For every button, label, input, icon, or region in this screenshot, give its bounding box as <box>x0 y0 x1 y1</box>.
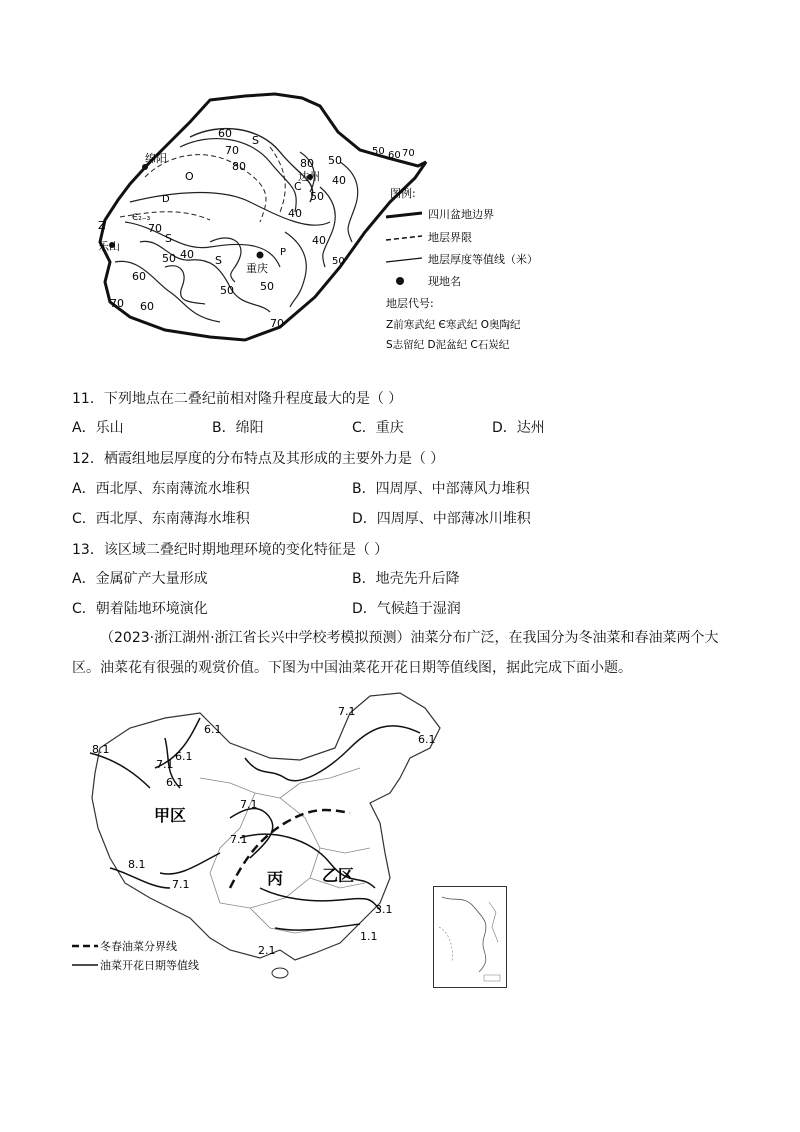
city-label: 达州 <box>298 170 320 183</box>
q11-option-a[interactable]: A．乐山 <box>72 420 124 436</box>
contour-value: 70 <box>225 144 239 157</box>
contour-value: 60 <box>140 300 154 313</box>
question-12-stem: 12．栖霞组地层厚度的分布特点及其形成的主要外力是（ ） <box>72 451 445 467</box>
strata-code: O <box>185 170 194 183</box>
contour-value: 50 <box>332 256 345 267</box>
contour-value: 40 <box>288 207 302 220</box>
isoline-value: 6.1 <box>418 733 436 746</box>
legend-item: 地层厚度等值线（米） <box>428 253 538 266</box>
isoline-value: 7.1 <box>338 705 356 718</box>
isoline-value: 8.1 <box>128 858 146 871</box>
isoline-value: 3.1 <box>375 903 393 916</box>
contour-value: 70 <box>148 222 162 235</box>
isoline-value: 7.1 <box>230 833 248 846</box>
legend-title: 图例: <box>390 187 416 200</box>
legend-item: 冬春油菜分界线 <box>100 940 177 953</box>
q11-option-d[interactable]: D．达州 <box>492 420 545 436</box>
strata-code: Є₂₋₃ <box>132 213 151 223</box>
strata-code: D <box>162 194 170 205</box>
city-label: 重庆 <box>246 262 268 275</box>
q11-option-c[interactable]: C．重庆 <box>352 420 404 436</box>
isoline-value: 6.1 <box>204 723 222 736</box>
legend-item: 地层界限 <box>428 231 472 244</box>
isoline-value: 2.1 <box>258 944 276 957</box>
south-china-sea-inset <box>433 886 507 988</box>
q13-option-c[interactable]: C．朝着陆地环境演化 <box>72 601 208 617</box>
q13-option-b[interactable]: B．地壳先升后降 <box>352 571 460 587</box>
legend-item: 油菜开花日期等值线 <box>100 959 199 972</box>
q13-option-d[interactable]: D．气候趋于湿润 <box>352 601 461 617</box>
strata-code: S <box>252 134 259 147</box>
strata-code: S <box>165 232 172 245</box>
contour-value: 40 <box>312 234 326 247</box>
q12-option-c[interactable]: C．西北厚、东南薄海水堆积 <box>72 511 250 527</box>
strata-code: S <box>215 254 222 267</box>
q12-option-b[interactable]: B．四周厚、中部薄风力堆积 <box>352 481 530 497</box>
strata-code: C <box>294 180 302 193</box>
strata-code: P <box>280 247 287 258</box>
contour-value: 80 <box>232 160 246 173</box>
contour-value: 50 <box>372 146 385 157</box>
contour-value: 60 <box>388 150 401 161</box>
isoline-value: 6.1 <box>166 776 184 789</box>
q12-option-a[interactable]: A．西北厚、东南薄流水堆积 <box>72 481 250 497</box>
contour-value: 50 <box>310 190 324 203</box>
contour-value: 50 <box>260 280 274 293</box>
isoline-value: 6.1 <box>175 750 193 763</box>
contour-value: 50 <box>220 284 234 297</box>
legend-item: 现地名 <box>428 275 461 288</box>
region-label: 乙区 <box>322 866 355 885</box>
q13-option-a[interactable]: A．金属矿产大量形成 <box>72 571 208 587</box>
region-label: 丙 <box>267 869 284 888</box>
sichuan-map-graphic <box>70 92 570 354</box>
strata-code: Z <box>98 219 106 232</box>
contour-value: 40 <box>332 174 346 187</box>
isoline-value: 7.1 <box>156 758 174 771</box>
contour-value: 50 <box>328 154 342 167</box>
region-label: 甲区 <box>154 806 187 825</box>
city-label: 绵阳 <box>145 152 167 165</box>
q12-option-d[interactable]: D．四周厚、中部薄冰川堆积 <box>352 511 531 527</box>
city-label: 乐山 <box>98 240 120 253</box>
passage-text: （2023·浙江湖州·浙江省长兴中学校考模拟预测）油菜分布广泛，在我国分为冬油菜和春油菜两个大区。油菜花有很强的观赏价值。下图为中国油菜花开花日期等值线图，据此完成下面小题。 <box>72 630 719 676</box>
contour-value: 60 <box>218 127 232 140</box>
contour-value: 70 <box>110 297 124 310</box>
china-outline <box>92 693 440 960</box>
contour-value: 50 <box>162 252 176 265</box>
contour-value: 70 <box>402 148 415 159</box>
question-11-stem: 11．下列地点在二叠纪前相对隆升程度最大的是（ ） <box>72 391 403 407</box>
legend-codes: Z前寒武纪 Є寒武纪 O奥陶纪 <box>386 319 521 331</box>
q11-option-b[interactable]: B．绵阳 <box>212 420 264 436</box>
contour-value: 60 <box>132 270 146 283</box>
isoline-value: 8.1 <box>92 743 110 756</box>
question-13-stem: 13．该区域二叠纪时期地理环境的变化特征是（ ） <box>72 542 389 558</box>
contour-value: 70 <box>270 317 284 330</box>
contour-value: 40 <box>180 248 194 261</box>
isoline-value: 1.1 <box>360 930 378 943</box>
isoline-value: 7.1 <box>172 878 190 891</box>
contour-value: 80 <box>300 157 314 170</box>
sichuan-strata-map <box>70 92 570 354</box>
legend-codes-title: 地层代号: <box>386 297 434 310</box>
legend-item: 四川盆地边界 <box>428 208 494 221</box>
legend-codes: S志留纪 D泥盆纪 C石炭纪 <box>386 339 510 351</box>
isoline-value: 7.1 <box>240 798 258 811</box>
